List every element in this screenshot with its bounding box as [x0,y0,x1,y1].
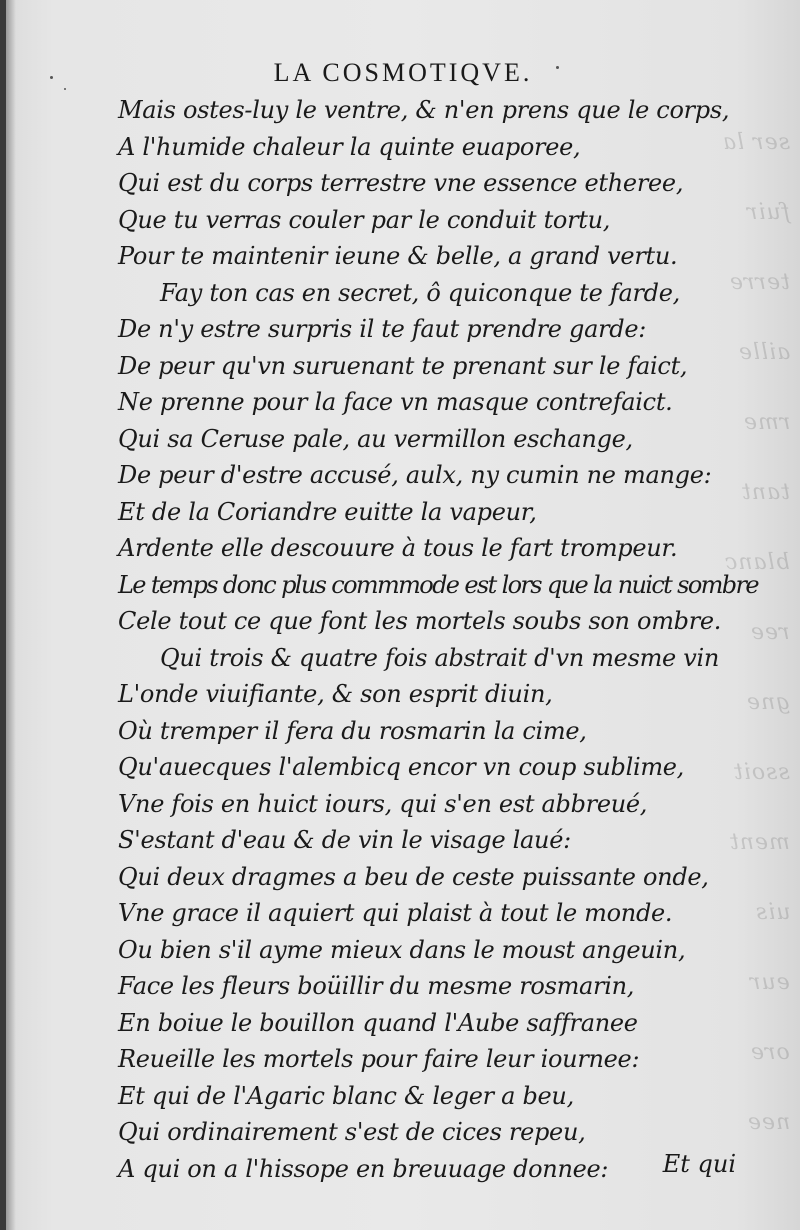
show-through: ser la fuir terre aille rme tant blanc ree gne ssoit ment uis eur ore nee [722,130,790,1135]
verse-line: Reueille les mortels pour faire leur iournee: [118,1045,640,1073]
verse-line: L'onde viuifiante, & son esprit diuin, [118,680,553,708]
ink-speck [556,66,559,69]
running-head: LA COSMOTIQVE. [273,58,533,87]
verse-line: Fay ton cas en secret, ô quiconque te farde, [160,278,680,307]
ink-speck [64,88,66,90]
verse-line: Que tu verras couler par le conduit tortu, [118,205,611,234]
book-page [6,0,800,1230]
verse-line: Qui deux dragmes a beu de ceste puissante onde, [118,862,709,891]
verse-line: Cele tout ce que font les mortels soubs son ombre. [118,607,722,635]
ink-speck [50,76,53,79]
binding-shadow [6,0,16,1230]
verse-line: Qui est du corps terrestre vne essence etheree, [118,169,684,197]
verse-line: Et de la Coriandre euitte la vapeur, [118,497,537,526]
verse-line: S'estant d'eau & de vin le visage laué: [118,826,571,854]
verse-line: De peur qu'vn suruenant te prenant sur le faict, [118,351,688,380]
verse-line: Et qui de l'Agaric blanc & leger a beu, [118,1081,574,1110]
verse-line: Mais ostes-luy le ventre, & n'en prens que le corps, [118,96,730,124]
verse-block [118,92,758,1187]
verse-line: En boiue le bouillon quand l'Aube saffranee [118,1008,638,1037]
verse-line: Le temps donc plus commmode est lors que la nuict sombre [118,570,758,599]
catchword: Et qui [662,1150,736,1178]
verse-line: Vne grace il aquiert qui plaist à tout le monde. [118,899,673,927]
verse-line: De n'y estre surpris il te faut prendre garde: [118,315,647,343]
verse-line: Qui trois & quatre fois abstrait d'vn mesme vin [160,643,720,672]
verse-line: A qui on a l'hissope en breuuage donnee: [118,1154,609,1183]
verse-line: Qui sa Ceruse pale, au vermillon eschange, [118,424,633,453]
verse-line: Qu'auecques l'alembicq encor vn coup sublime, [118,753,685,781]
verse-line: Qui ordinairement s'est de cices repeu, [118,1118,586,1146]
verse-line: A l'humide chaleur la quinte euaporee, [118,132,581,161]
verse-line: Ne prenne pour la face vn masque contrefaict. [118,388,673,416]
verse-line: Ou bien s'il ayme mieux dans le moust angeuin, [118,935,686,964]
verse-line: Face les fleurs boüillir du mesme rosmarin, [118,972,635,1000]
verse-line: Pour te maintenir ieune & belle, a grand vertu. [118,242,678,270]
verse-line: De peur d'estre accusé, aulx, ny cumin ne mange: [118,461,712,489]
verse-line: Où tremper il fera du rosmarin la cime, [118,716,587,745]
verse-line: Ardente elle descouure à tous le fart trompeur. [118,534,678,562]
verse-line: Vne fois en huict iours, qui s'en est abbreué, [118,789,648,818]
